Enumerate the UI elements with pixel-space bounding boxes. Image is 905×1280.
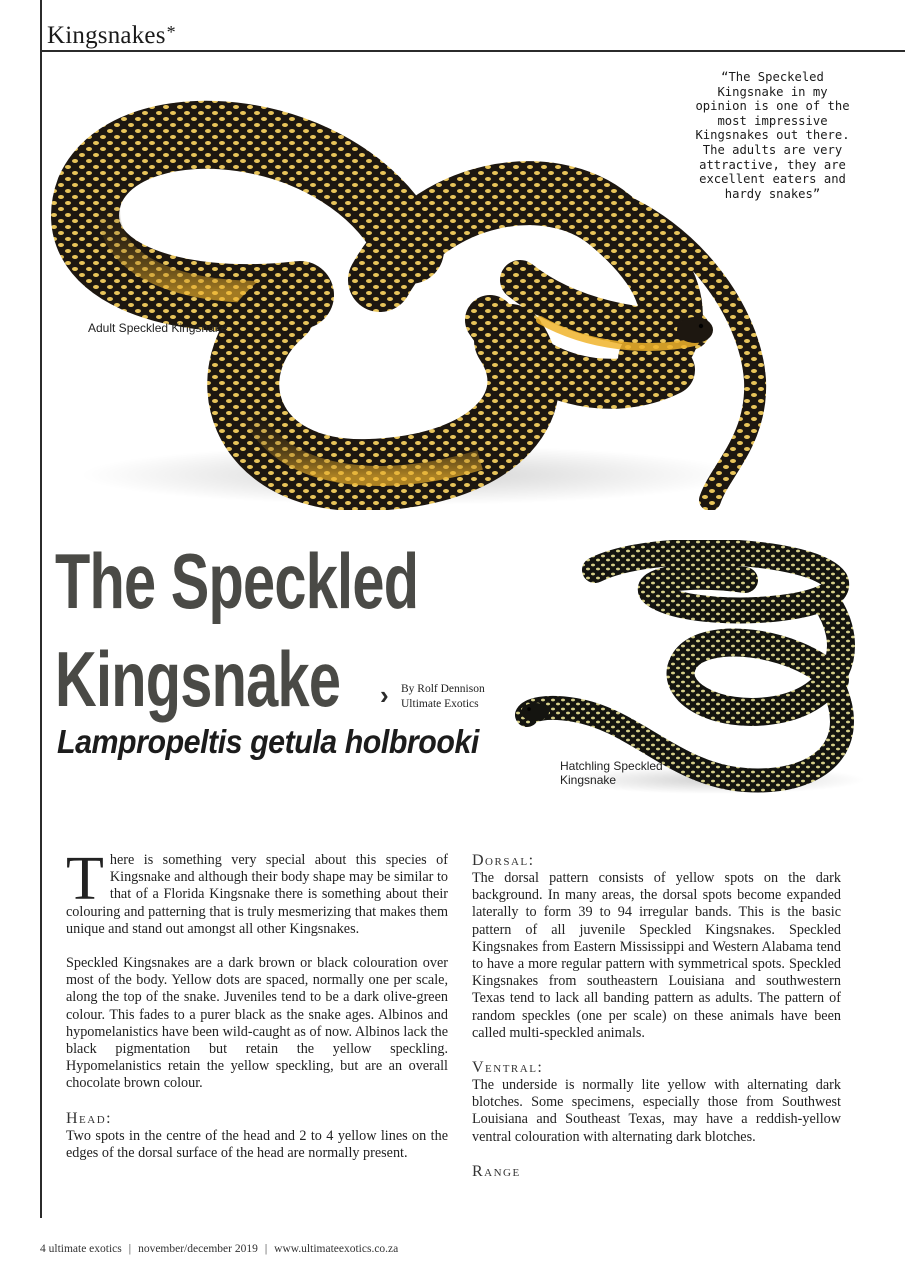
header-rule — [40, 50, 905, 52]
star-icon: * — [166, 22, 176, 42]
article-column-left — [66, 845, 448, 1162]
intro-text: here is something very special about this species of Kingsnake and although their body shape may be similar to that of a Florida Kingsnake there is something about their colouring and patterning that is truly mesmerizing that makes them unique and stand out amongst all other Kingsnakes. — [66, 852, 448, 937]
hatchling-caption: Hatchling Speckled Kingsnake — [560, 759, 663, 787]
intro-paragraph — [66, 845, 448, 938]
drop-cap: T — [66, 845, 104, 913]
ventral-heading: Ventral: — [472, 1059, 544, 1077]
footer-page: 4 ultimate exotics — [40, 1243, 122, 1255]
dorsal-heading: Dorsal: — [472, 852, 535, 869]
footer-url[interactable]: www.ultimateexotics.co.za — [274, 1243, 399, 1255]
footer-separator: | — [264, 1243, 268, 1255]
dorsal-paragraph: The dorsal pattern consists of yellow spots on the dark background. In many areas, the dorsal spots become expanded laterally to form 39 to 94 irregular bands. This is the basic pattern of all juvenile Speckled Kingsnakes. Speckled Kingsnakes from Eastern Mississippi and Western Alabama tend to have a more regular pattern with symmetrical spots. Speckled Kingsnakes from southeastern Louisiana and southwestern Texas tend to lack all banding pattern as adults. The pattern of random speckles (one per scale) on these animals have been called multi-speckled animals. — [472, 870, 841, 1041]
chevron-right-icon: › — [380, 680, 389, 710]
byline-author: By Rolf Dennison — [401, 683, 485, 695]
article-column-right — [472, 852, 841, 1181]
range-heading: Range — [472, 1162, 521, 1180]
vertical-rule — [40, 0, 42, 1218]
head-heading: Head: — [66, 1109, 113, 1127]
page-footer — [40, 1243, 398, 1255]
adult-caption: Adult Speckled Kingsnake — [88, 321, 228, 335]
scientific-name: Lampropeltis getula holbrooki — [57, 723, 479, 760]
section-name: Kingsnakes — [47, 22, 166, 49]
adult-snake-image — [50, 80, 770, 510]
ventral-paragraph: The underside is normally lite yellow with alternating dark blotches. Some specimens, especially those from Southwest Louisiana and Southeast Texas, may have a reddish-yellow ventral colouration with alternating dark blotches. — [472, 1077, 841, 1145]
section-label — [47, 22, 176, 50]
title-line-1: The Speckled — [55, 537, 419, 625]
footer-separator: | — [128, 1243, 132, 1255]
byline — [401, 682, 485, 712]
footer-issue: november/december 2019 — [138, 1243, 258, 1255]
head-paragraph: Two spots in the centre of the head and 2 to 4 yellow lines on the edges of the dorsal surface of the head are normally present. — [66, 1127, 448, 1161]
title-line-2: Kingsnake — [55, 635, 341, 723]
pull-quote: “The Speckeled Kingsnake in my opinion is one of the most impressive Kingsnakes out there. The adults are very attractive, they are excellent eaters and hardy snakes” — [695, 70, 850, 201]
byline-org: Ultimate Exotics — [401, 698, 479, 710]
description-paragraph: Speckled Kingsnakes are a dark brown or black colouration over most of the body. Yellow dots are spaced, normally one per scale, along the top of the snake. Juveniles tend to be a dark olive-green colour. This fades to a purer black as the snake ages. Albinos and hypomelanistics have been wild-caught as of now. Albinos lack the black pigmentation but retain the yellow speckling. Hypomelanistics retain the yellow speckling, but are an overall chocolate brown colour. — [66, 955, 448, 1092]
